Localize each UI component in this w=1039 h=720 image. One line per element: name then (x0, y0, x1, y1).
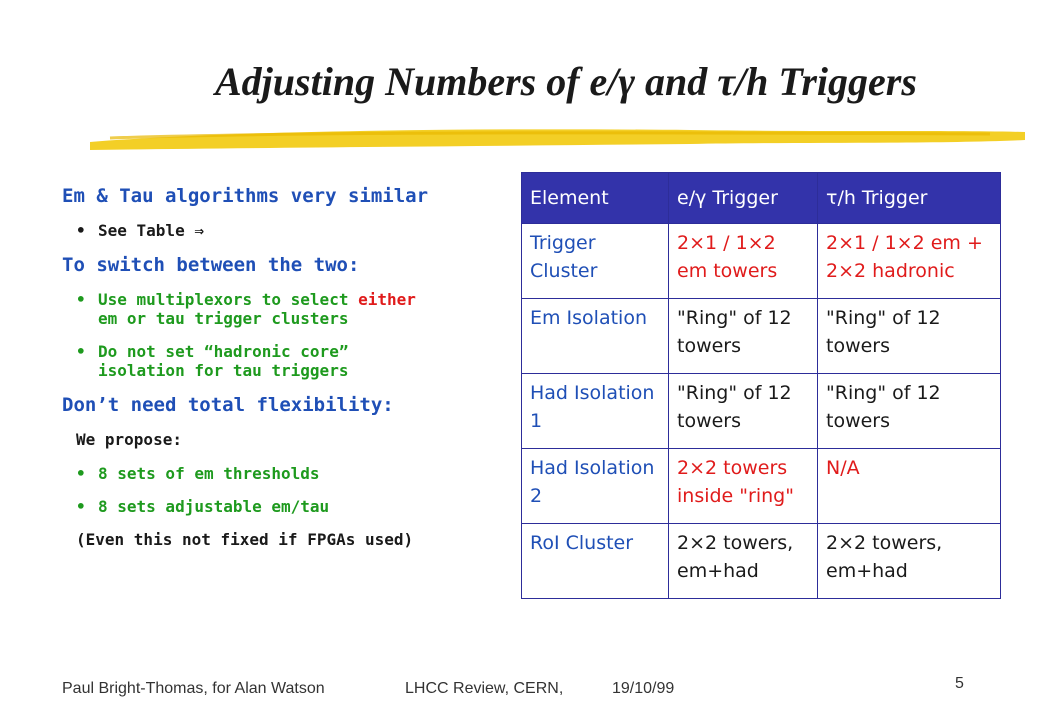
footer-date: 19/10/99 (612, 680, 675, 697)
heading-1: Em & Tau algorithms very similar (62, 185, 429, 207)
bullet-icon: • (76, 342, 86, 361)
col-header: e/γ Trigger (669, 173, 818, 224)
table-cell: Em Isolation (522, 299, 669, 374)
table-cell: "Ring" of 12 towers (818, 374, 1001, 449)
note-text: (Even this not fixed if FPGAs used) (76, 530, 414, 549)
bullet-icon: • (76, 497, 86, 516)
bullet-icon: • (76, 221, 86, 240)
propose-text: We propose: (76, 430, 182, 449)
page-number: 5 (955, 675, 964, 692)
table-cell: "Ring" of 12 towers (669, 374, 818, 449)
trigger-table (521, 172, 1001, 599)
bullet-icon: • (76, 464, 86, 483)
col-header: τ/h Trigger (818, 173, 1001, 224)
table-header-row (522, 173, 1001, 224)
table-cell: Had Isolation 2 (522, 449, 669, 524)
col-header: Element (522, 173, 669, 224)
table-cell: "Ring" of 12 towers (818, 299, 1001, 374)
table-row (522, 449, 1001, 524)
bullet-2: • Use multiplexors to select either em or tau trigger clusters (76, 290, 416, 328)
table-cell: 2×1 / 1×2 em towers (669, 224, 818, 299)
table-cell: 2×1 / 1×2 em + 2×2 hadronic (818, 224, 1001, 299)
table-cell: 2×2 towers, em+had (669, 524, 818, 599)
table-cell: Trigger Cluster (522, 224, 669, 299)
table-cell: 2×2 towers, em+had (818, 524, 1001, 599)
footer-author: Paul Bright-Thomas, for Alan Watson (62, 680, 325, 697)
table-cell: RoI Cluster (522, 524, 669, 599)
table-cell: N/A (818, 449, 1001, 524)
table-row (522, 374, 1001, 449)
table-cell: 2×2 towers inside "ring" (669, 449, 818, 524)
bullet-icon: • (76, 290, 86, 309)
table-cell: Had Isolation 1 (522, 374, 669, 449)
slide-title: Adjusting Numbers of e/γ and τ/h Triggers (215, 59, 917, 104)
footer-event: LHCC Review, CERN, (405, 680, 564, 697)
table-row (522, 299, 1001, 374)
heading-2: To switch between the two: (62, 254, 360, 276)
table-row (522, 524, 1001, 599)
table-cell: "Ring" of 12 towers (669, 299, 818, 374)
table-row (522, 224, 1001, 299)
bullet-3: • Do not set “hadronic core” isolation for tau triggers (76, 342, 349, 380)
bullet-5: • 8 sets adjustable em/tau (76, 497, 330, 516)
bullet-list (62, 185, 502, 564)
bullet-4: • 8 sets of em thresholds (76, 464, 320, 483)
heading-3: Don’t need total flexibility: (62, 394, 394, 416)
highlighter-stroke (90, 120, 1025, 154)
bullet-1: • See Table ⇒ (76, 221, 204, 240)
